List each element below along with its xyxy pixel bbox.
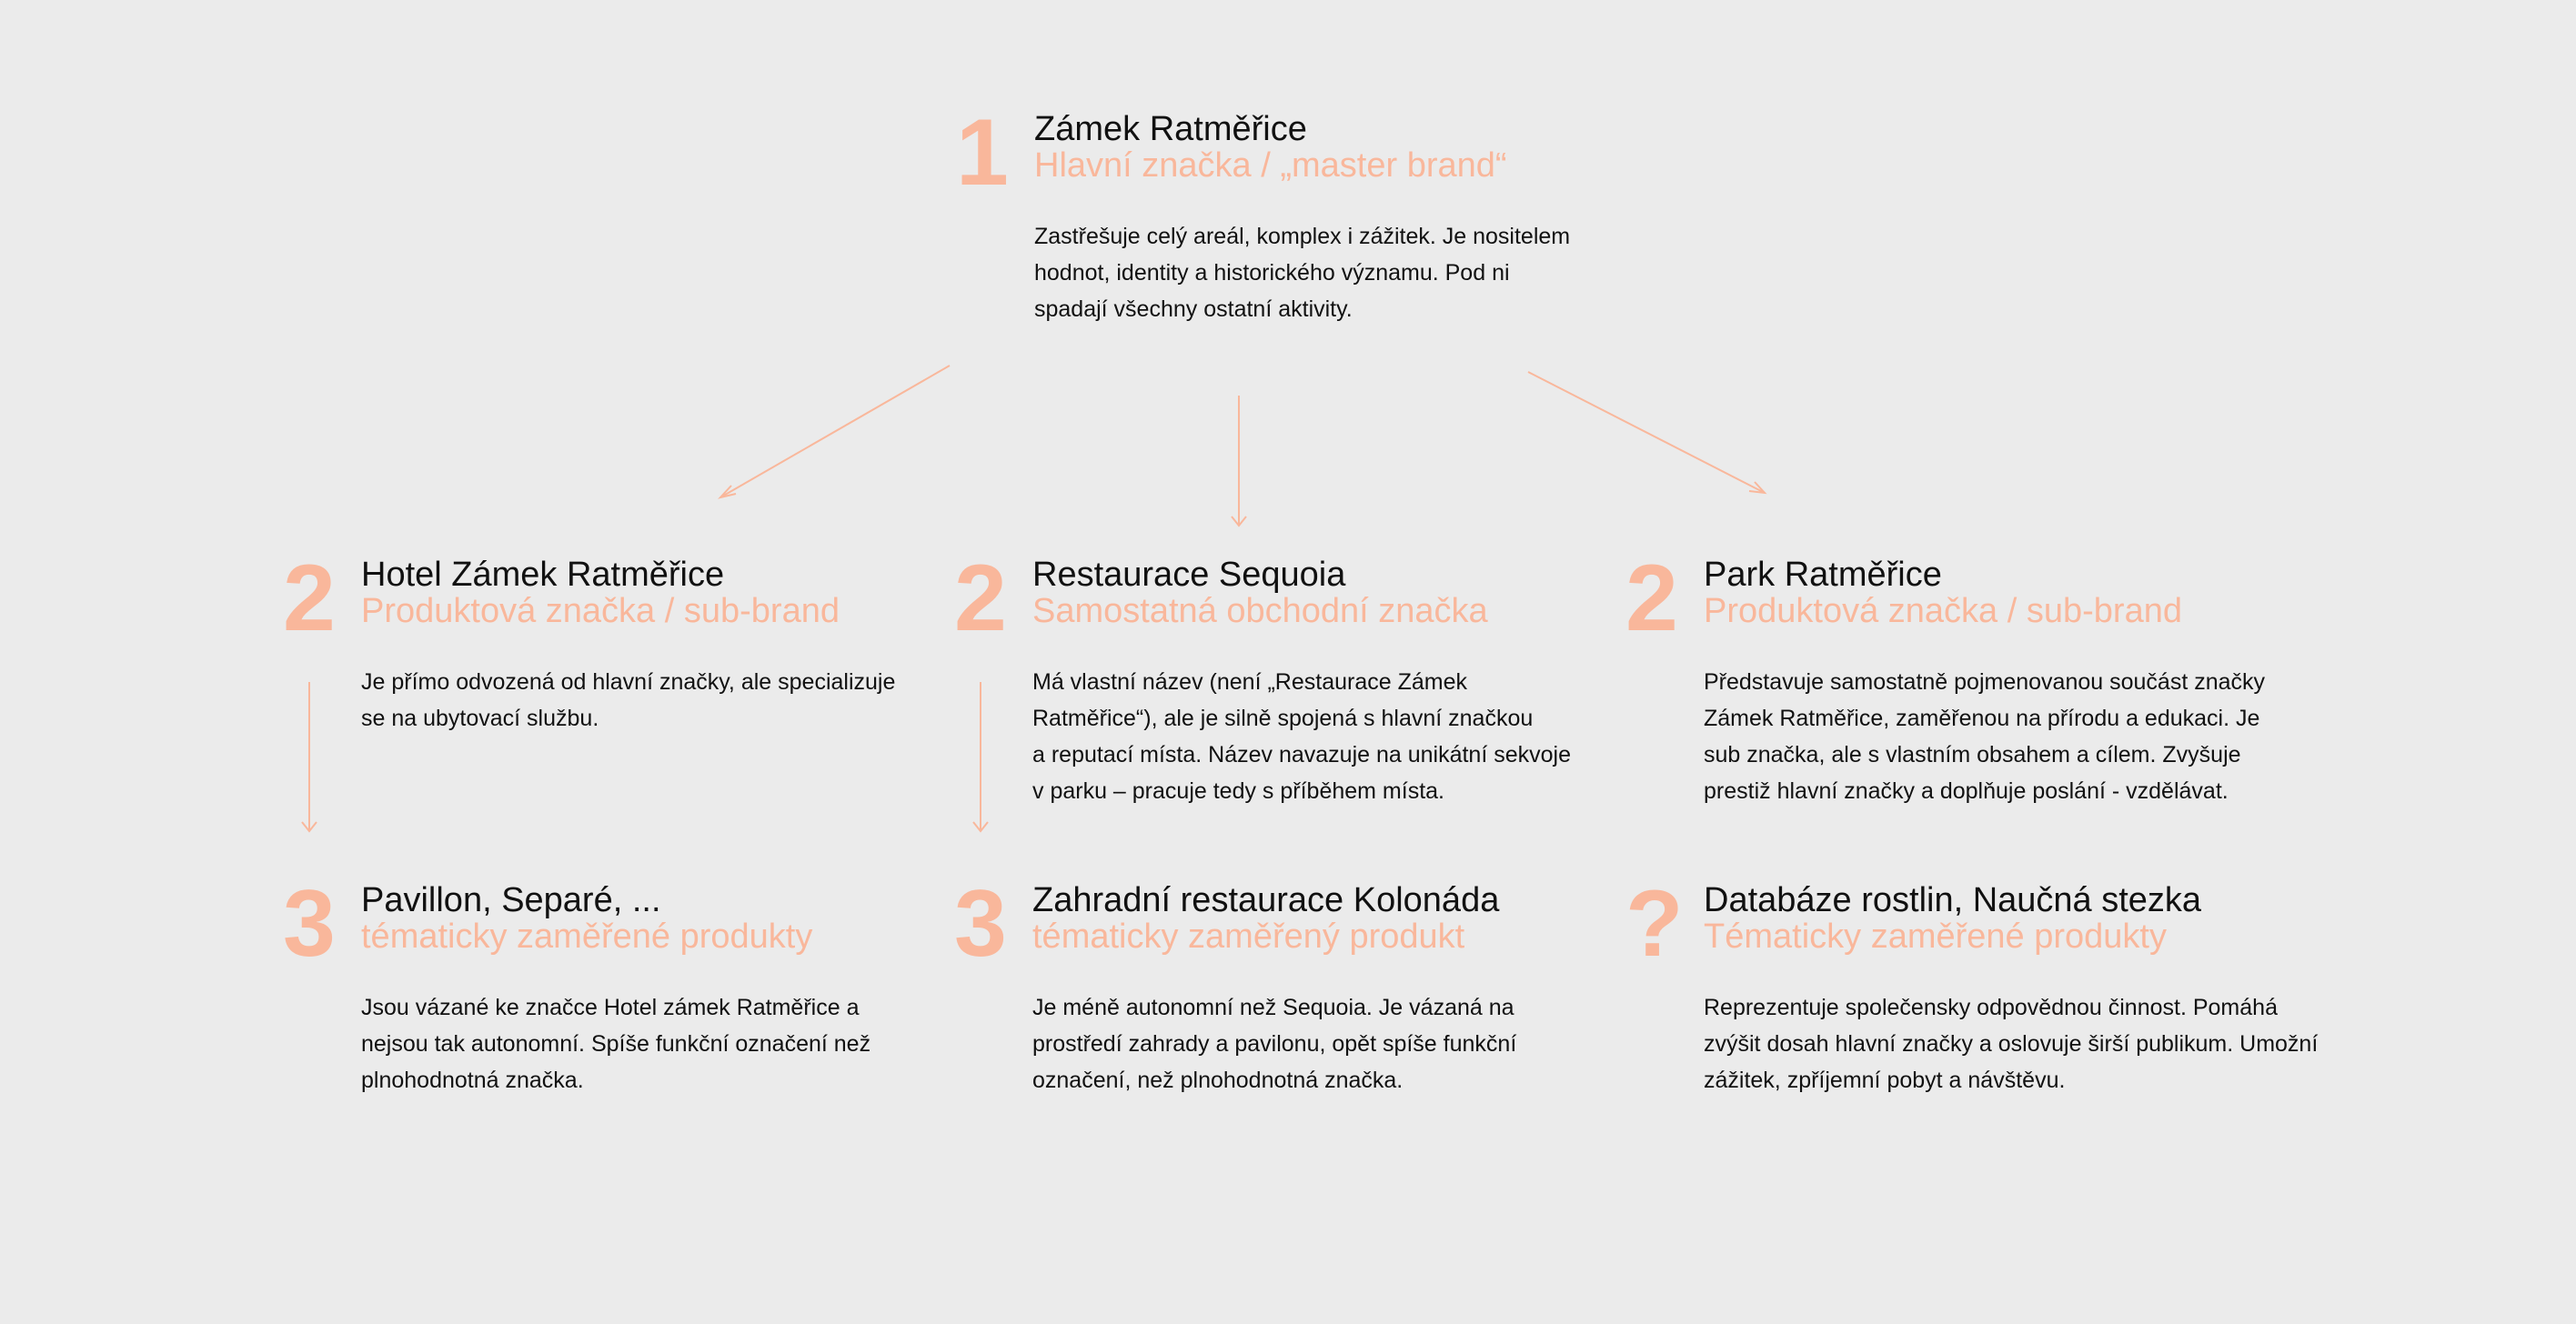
node-pavillon-separe bbox=[283, 871, 871, 1098]
description-line: označení, než plnohodnotná značka. bbox=[1032, 1068, 1404, 1093]
level-number: 2 bbox=[283, 546, 336, 651]
node-title: Hotel Zámek Ratměřice bbox=[361, 556, 725, 594]
description-line: prestiž hlavní značky a doplňuje poslání - vzdělávat. bbox=[1704, 778, 2229, 804]
level-number: 2 bbox=[954, 546, 1007, 651]
description-line: spadají všechny ostatní aktivity. bbox=[1034, 296, 1353, 322]
description-line: plnohodnotná značka. bbox=[361, 1068, 584, 1093]
arrow-hotel-to-pavillon bbox=[302, 682, 317, 831]
node-subtitle: Tématicky zaměřené produkty bbox=[1704, 918, 2167, 956]
node-subtitle: Produktová značka / sub-brand bbox=[1704, 592, 2182, 630]
description-line: Reprezentuje společensky odpovědnou činnost. Pomáhá bbox=[1704, 995, 2278, 1020]
description-line: a reputací místa. Název navazuje na unikátní sekvoje bbox=[1032, 742, 1571, 767]
node-description bbox=[361, 664, 895, 737]
node-description bbox=[1704, 989, 2318, 1098]
node-description bbox=[361, 989, 870, 1098]
description-line: zvýšit dosah hlavní značky a oslovuje širší publikum. Umožní bbox=[1704, 1031, 2319, 1057]
node-title: Pavillon, Separé, ... bbox=[361, 881, 661, 919]
level-number: 3 bbox=[283, 871, 336, 977]
description-line: Jsou vázané ke značce Hotel zámek Ratměřice a bbox=[361, 995, 860, 1020]
node-databaze-rostlin bbox=[1625, 871, 2319, 1098]
node-zamek-ratmerice bbox=[956, 100, 1571, 327]
level-number: 1 bbox=[956, 100, 1009, 206]
arrow-master-to-restaurant bbox=[1232, 396, 1246, 526]
node-title: Databáze rostlin, Naučná stezka bbox=[1704, 881, 2202, 919]
node-park-ratmerice bbox=[1625, 546, 2266, 809]
node-title: Zámek Ratměřice bbox=[1034, 110, 1307, 148]
description-line: Ratměřice“), ale je silně spojená s hlavní značkou bbox=[1032, 706, 1534, 731]
node-restaurace-sequoia bbox=[954, 546, 1571, 809]
description-line: Zastřešuje celý areál, komplex i zážitek. Je nositelem bbox=[1034, 224, 1571, 249]
description-line: Má vlastní název (není „Restaurace Zámek bbox=[1032, 669, 1467, 695]
node-description bbox=[1032, 664, 1571, 809]
description-line: zážitek, zpříjemní pobyt a návštěvu. bbox=[1704, 1068, 2066, 1093]
description-line: Je přímo odvozená od hlavní značky, ale specializuje bbox=[361, 669, 896, 695]
description-line: se na ubytovací službu. bbox=[361, 706, 599, 731]
node-title: Restaurace Sequoia bbox=[1032, 556, 1346, 594]
description-line: sub značka, ale s vlastním obsahem a cílem. Zvyšuje bbox=[1704, 742, 2241, 767]
description-line: nejsou tak autonomní. Spíše funkční označení než bbox=[361, 1031, 871, 1057]
node-title: Zahradní restaurace Kolonáda bbox=[1032, 881, 1500, 919]
level-number: 2 bbox=[1625, 546, 1678, 651]
node-subtitle: tématicky zaměřené produkty bbox=[361, 918, 813, 956]
description-line: v parku – pracuje tedy s příběhem místa. bbox=[1032, 778, 1444, 804]
description-line: Představuje samostatně pojmenovanou součást značky bbox=[1704, 669, 2266, 695]
arrow-master-to-park bbox=[1528, 372, 1765, 493]
node-zahradni-restaurace-kolonada bbox=[954, 871, 1517, 1098]
description-line: Zámek Ratměřice, zaměřenou na přírodu a edukaci. Je bbox=[1704, 706, 2260, 731]
description-line: hodnot, identity a historického významu. Pod ni bbox=[1034, 260, 1510, 286]
node-description bbox=[1704, 664, 2265, 809]
node-description bbox=[1032, 989, 1516, 1098]
node-subtitle: tématicky zaměřený produkt bbox=[1032, 918, 1465, 956]
node-title: Park Ratměřice bbox=[1704, 556, 1942, 594]
description-line: Je méně autonomní než Sequoia. Je vázaná na bbox=[1032, 995, 1514, 1020]
level-number: ? bbox=[1625, 871, 1684, 977]
arrow-restaurant-to-kolonada bbox=[973, 682, 988, 831]
node-description bbox=[1034, 218, 1570, 327]
node-hotel-zamek-ratmerice bbox=[283, 546, 896, 737]
node-subtitle: Produktová značka / sub-brand bbox=[361, 592, 840, 630]
level-number: 3 bbox=[954, 871, 1007, 977]
node-subtitle: Samostatná obchodní značka bbox=[1032, 592, 1488, 630]
arrow-master-to-hotel bbox=[720, 366, 950, 497]
node-subtitle: Hlavní značka / „master brand“ bbox=[1034, 146, 1507, 185]
description-line: prostředí zahrady a pavilonu, opět spíše funkční bbox=[1032, 1031, 1517, 1057]
